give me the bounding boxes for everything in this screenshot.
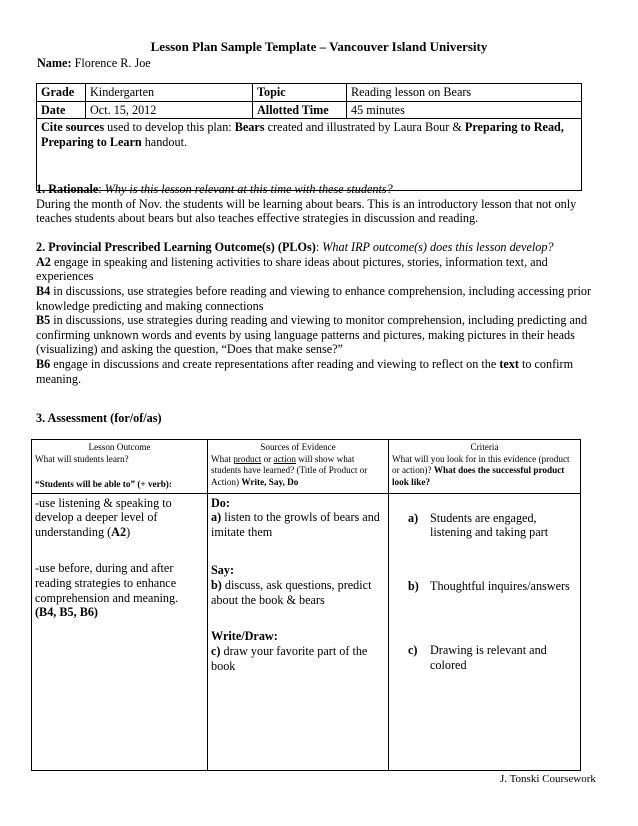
name-label: Name: [37,56,72,70]
evidence-cell: Do: a) listen to the growls of bears and imitate them Say: b) discuss, ask questions, predict about the book & bears Write/Draw: c) draw your favorite part of the book [208,493,389,770]
name-value: Florence R. Joe [74,56,151,70]
plo-b5: B5 in discussions, use strategies during reading and viewing to monitor comprehension, including predicting and confirming unknown words and events by using language patterns and pictures, making pictures in their heads (visualizing) and asking the question, “Does that make sense?” [36,313,588,357]
section-body: During the month of Nov. the students will be learning about bears. This is an introductory lesson that not only teaches students about bears but also teaches effective strategies in discussion and reading. [36,196,577,226]
cite-text: created and illustrated by Laura Bour & [264,120,465,135]
cite-handout: Preparing to Read, Preparing to Learn [41,120,564,149]
cite-label: Cite sources [41,120,105,135]
table-row [37,84,582,102]
plo-b6: B6 engage in discussions and create representations after reading and viewing to reflect on the text to confirm meaning. [36,357,574,386]
section-rationale: 1. Rationale: Why is this lesson relevant at this time with these students? During the month of Nov. the students will be learning about bears. This is an introductory lesson that not only teaches students about bears but also teaches effective strategies in discussion and reading. [36,182,596,226]
cite-sources [37,119,582,191]
plo-a2: A2 engage in speaking and listening activities to share ideas about pictures, stories, information text, and experiences [36,254,548,284]
criteria-cell [389,493,581,770]
grade-label: Grade [37,84,86,102]
criteria-item: b) Thoughtful inquires/answers [408,578,570,593]
lesson-outcomes-cell: -use listening & speaking to develop a deeper level of understanding (A2) -use before, during and after reading strategies to enhance comprehension and meaning. (B4, B5, B6) [32,493,208,770]
cite-text: handout. [141,134,188,149]
cite-text: used to develop this plan: [104,120,235,135]
table-row [37,119,582,191]
section-heading: 1. Rationale [36,182,99,196]
grade-value: Kindergarten [86,84,253,102]
table-row [37,101,582,119]
section-heading: 2. Provincial Prescribed Learning Outcome(s) (PLOs) [36,240,316,254]
time-label: Allotted Time [253,101,347,119]
section-plos: 2. Provincial Prescribed Learning Outcome(s) (PLOs): What IRP outcome(s) does this lesson develop? A2 engage in speaking and listening activities to share ideas about pictures, stories, information text, and experiences B4 in discussions, use strategies before reading and viewing to enhance comprehension, including accessing prior knowledge predicting and making connections B5 in discussions, use strategies during reading and viewing to monitor comprehension, including predicting and confirming unknown words and events by using language patterns and pictures, making pictures in their heads (visualizing) and asking the question, “Does that make sense?” B6 engage in discussions and create representations after reading and viewing to reflect on the text to confirm meaning. [36,240,606,386]
date-label: Date [37,101,86,119]
page-title: Lesson Plan Sample Template – Vancouver Island University [150,39,488,54]
topic-value: Reading lesson on Bears [347,84,582,102]
footer-credit: J. Tonski Coursework [500,773,596,785]
table-row [32,440,581,494]
assessment-table [31,439,581,771]
criteria-item: c) Drawing is relevant and colored [408,643,547,673]
header-criteria: Criteria What will you look for in this evidence (product or action)? What does the successful product look like? [389,440,581,494]
section-assessment-heading: 3. Assessment (for/of/as) [36,411,162,425]
header-lesson-outcome: Lesson Outcome What will students learn? “Students will be able to” (+ verb): [32,440,208,494]
topic-label: Topic [253,84,347,102]
header-sources-of-evidence: Sources of Evidence What product or action will show what students have learned? (Title of Product or Action) Write, Say, Do [208,440,389,494]
lesson-info-table [36,83,582,191]
time-value: 45 minutes [347,101,582,119]
table-row [32,493,581,770]
date-value: Oct. 15, 2012 [86,101,253,119]
section-question: What IRP outcome(s) does this lesson develop? [322,240,554,254]
name-line [37,56,151,71]
criteria-item: a) Students are engaged, listening and taking part [408,510,549,540]
section-question: Why is this lesson relevant at this time with these students? [104,182,393,196]
cite-book: Bears [234,120,265,135]
plo-b4: B4 in discussions, use strategies before reading and viewing to enhance comprehension, including accessing prior knowledge predicting and making connections [36,283,592,313]
